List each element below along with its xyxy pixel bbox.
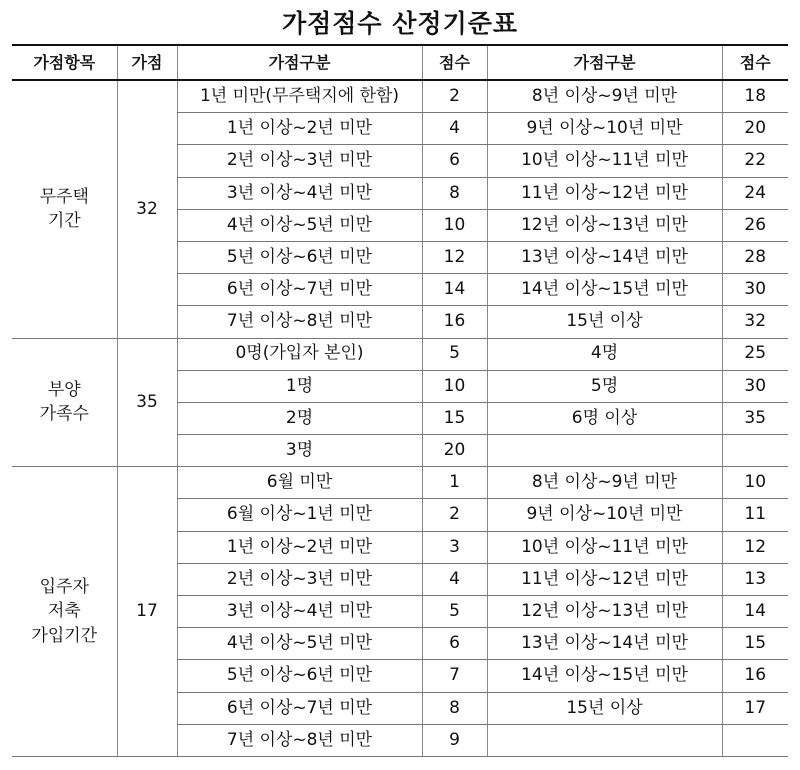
- category-right-cell: 8년 이상~9년 미만: [487, 467, 722, 499]
- score-left-cell: 9: [422, 724, 487, 756]
- category-left-cell: 6월 이상~1년 미만: [177, 499, 422, 531]
- table-row: [12, 338, 788, 370]
- category-right-cell: 8년 이상~9년 미만: [487, 80, 722, 113]
- category-left-cell: 6년 이상~7년 미만: [177, 274, 422, 306]
- score-left-cell: 20: [422, 435, 487, 467]
- header-row: [12, 45, 788, 80]
- category-left-cell: 4년 이상~5년 미만: [177, 209, 422, 241]
- score-left-cell: 2: [422, 80, 487, 113]
- score-right-cell: [722, 435, 788, 467]
- category-right-cell: 4명: [487, 338, 722, 370]
- score-left-cell: 6: [422, 628, 487, 660]
- category-right-cell: 11년 이상~12년 미만: [487, 177, 722, 209]
- score-left-cell: 2: [422, 499, 487, 531]
- section-max-points-cell: 35: [117, 338, 177, 467]
- score-left-cell: 7: [422, 660, 487, 692]
- category-right-cell: 13년 이상~14년 미만: [487, 628, 722, 660]
- header-score-left: 점수: [422, 45, 487, 80]
- header-category-left: 가점구분: [177, 45, 422, 80]
- score-left-cell: 5: [422, 338, 487, 370]
- score-left-cell: 1: [422, 467, 487, 499]
- section-item-cell: 부양 가족수: [12, 338, 117, 467]
- category-left-cell: 7년 이상~8년 미만: [177, 724, 422, 756]
- score-left-cell: 16: [422, 306, 487, 338]
- score-right-cell: 22: [722, 145, 788, 177]
- category-left-cell: 1년 미만(무주택지에 한함): [177, 80, 422, 113]
- score-right-cell: 11: [722, 499, 788, 531]
- section-max-points-cell: 17: [117, 467, 177, 757]
- score-right-cell: 32: [722, 306, 788, 338]
- score-left-cell: 3: [422, 531, 487, 563]
- score-right-cell: 12: [722, 531, 788, 563]
- table-row: [12, 467, 788, 499]
- category-left-cell: 2명: [177, 402, 422, 434]
- category-right-cell: [487, 435, 722, 467]
- score-right-cell: 20: [722, 113, 788, 145]
- section-item-cell: 입주자 저축 가입기간: [12, 467, 117, 757]
- category-right-cell: 12년 이상~13년 미만: [487, 209, 722, 241]
- category-right-cell: 9년 이상~10년 미만: [487, 499, 722, 531]
- category-left-cell: 1명: [177, 370, 422, 402]
- score-left-cell: 15: [422, 402, 487, 434]
- category-left-cell: 2년 이상~3년 미만: [177, 145, 422, 177]
- score-right-cell: [722, 724, 788, 756]
- score-left-cell: 12: [422, 241, 487, 273]
- header-score-right: 점수: [722, 45, 788, 80]
- score-left-cell: 5: [422, 596, 487, 628]
- section-max-points-cell: 32: [117, 80, 177, 338]
- category-left-cell: 5년 이상~6년 미만: [177, 660, 422, 692]
- category-left-cell: 0명(가입자 본인): [177, 338, 422, 370]
- score-table: [12, 44, 788, 757]
- score-right-cell: 10: [722, 467, 788, 499]
- score-right-cell: 28: [722, 241, 788, 273]
- score-right-cell: 26: [722, 209, 788, 241]
- score-right-cell: 16: [722, 660, 788, 692]
- category-left-cell: 4년 이상~5년 미만: [177, 628, 422, 660]
- category-right-cell: 14년 이상~15년 미만: [487, 274, 722, 306]
- category-right-cell: [487, 724, 722, 756]
- category-right-cell: 13년 이상~14년 미만: [487, 241, 722, 273]
- score-right-cell: 35: [722, 402, 788, 434]
- table-row: [12, 80, 788, 113]
- category-right-cell: 10년 이상~11년 미만: [487, 145, 722, 177]
- score-left-cell: 8: [422, 177, 487, 209]
- score-right-cell: 25: [722, 338, 788, 370]
- category-left-cell: 7년 이상~8년 미만: [177, 306, 422, 338]
- score-left-cell: 6: [422, 145, 487, 177]
- category-left-cell: 5년 이상~6년 미만: [177, 241, 422, 273]
- category-right-cell: 15년 이상: [487, 306, 722, 338]
- category-left-cell: 1년 이상~2년 미만: [177, 531, 422, 563]
- category-right-cell: 9년 이상~10년 미만: [487, 113, 722, 145]
- category-right-cell: 11년 이상~12년 미만: [487, 563, 722, 595]
- category-left-cell: 2년 이상~3년 미만: [177, 563, 422, 595]
- category-right-cell: 15년 이상: [487, 692, 722, 724]
- category-left-cell: 3년 이상~4년 미만: [177, 596, 422, 628]
- header-category-right: 가점구분: [487, 45, 722, 80]
- score-right-cell: 14: [722, 596, 788, 628]
- table-body: [12, 80, 788, 756]
- category-left-cell: 6년 이상~7년 미만: [177, 692, 422, 724]
- header-item: 가점항목: [12, 45, 117, 80]
- category-left-cell: 1년 이상~2년 미만: [177, 113, 422, 145]
- table-title: 가점점수 산정기준표: [281, 9, 519, 38]
- score-right-cell: 13: [722, 563, 788, 595]
- category-left-cell: 6월 미만: [177, 467, 422, 499]
- score-left-cell: 8: [422, 692, 487, 724]
- score-left-cell: 4: [422, 113, 487, 145]
- header-points: 가점: [117, 45, 177, 80]
- score-right-cell: 30: [722, 274, 788, 306]
- score-right-cell: 24: [722, 177, 788, 209]
- score-right-cell: 30: [722, 370, 788, 402]
- category-left-cell: 3명: [177, 435, 422, 467]
- category-left-cell: 3년 이상~4년 미만: [177, 177, 422, 209]
- score-left-cell: 10: [422, 370, 487, 402]
- score-right-cell: 17: [722, 692, 788, 724]
- category-right-cell: 14년 이상~15년 미만: [487, 660, 722, 692]
- category-right-cell: 5명: [487, 370, 722, 402]
- score-left-cell: 10: [422, 209, 487, 241]
- section-item-cell: 무주택 기간: [12, 80, 117, 338]
- category-right-cell: 10년 이상~11년 미만: [487, 531, 722, 563]
- score-right-cell: 15: [722, 628, 788, 660]
- score-left-cell: 14: [422, 274, 487, 306]
- score-left-cell: 4: [422, 563, 487, 595]
- category-right-cell: 12년 이상~13년 미만: [487, 596, 722, 628]
- category-right-cell: 6명 이상: [487, 402, 722, 434]
- score-right-cell: 18: [722, 80, 788, 113]
